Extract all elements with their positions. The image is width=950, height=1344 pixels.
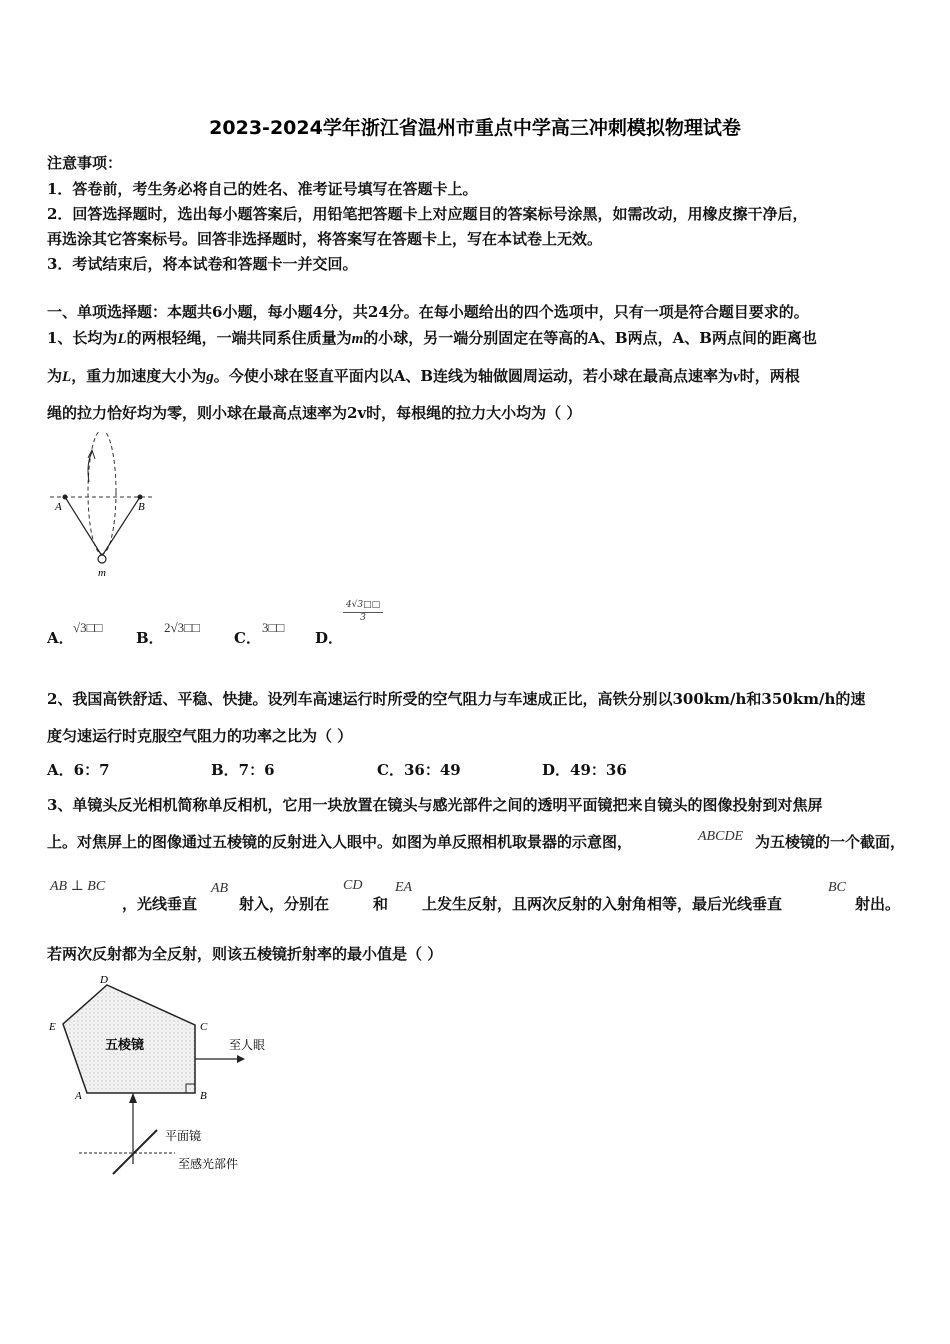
q3-line-1: 3、单镜头反光相机简称单反相机，它用一块放置在镜头与感光部件之间的透明平面镜把来自镜头的图像投射到对焦屏: [47, 796, 823, 814]
plane-mirror: [113, 1130, 157, 1174]
notice-item-3: 3．考试结束后，将本试卷和答题卡一并交回。: [47, 255, 358, 273]
label-b: B: [200, 1090, 207, 1102]
var-L: L: [117, 331, 127, 347]
var-m: m: [351, 331, 364, 347]
q2-line-2: 度匀速运行时克服空气阻力的功率之比为（ ）: [47, 727, 353, 745]
math-cd: CD: [343, 878, 363, 893]
rope-b: [102, 497, 140, 556]
q1-text: 为: [47, 367, 63, 385]
var-g: g: [206, 369, 214, 385]
math-ea: EA: [395, 880, 413, 895]
ball: [98, 555, 106, 563]
label-to-eye: 至人眼: [229, 1038, 266, 1052]
q1-text: 。今使小球在竖直平面内以A、B连线为轴做圆周运动，若小球在最高点速率为: [213, 367, 734, 385]
q1-option-d-label: D．: [315, 629, 344, 647]
math-ab-perp-bc: AB ⊥ BC: [50, 879, 106, 894]
rope-a: [65, 497, 102, 556]
q1-option-b-value: 2√3□□: [164, 620, 200, 635]
fraction-numerator: 4√3□□: [343, 600, 383, 613]
q1-line-2: [47, 365, 800, 386]
label-a: A: [55, 501, 62, 513]
q1-option-b-label: B．: [136, 629, 164, 647]
label-to-sensor: 至感光部件: [178, 1157, 239, 1171]
q1-option-c-label: C．: [234, 629, 261, 647]
arrow-up-icon: [129, 1093, 137, 1103]
q2-option-b: B．7：6: [211, 761, 275, 779]
math-bc: BC: [828, 880, 846, 895]
q3-figure: [45, 968, 285, 1183]
label-m: m: [98, 567, 106, 579]
q1-text: 的两根轻绳，一端共同系住质量为: [126, 329, 352, 347]
label-b: B: [138, 501, 145, 513]
q3-text: 射出。: [855, 895, 901, 913]
q3-line-4: 若两次反射都为全反射，则该五棱镜折射率的最小值是（ ）: [47, 945, 443, 963]
notice-item-2a: 2．回答选择题时，选出每小题答案后，用铅笔把答题卡上对应题目的答案标号涂黑，如需改动，用橡皮擦干净后，: [47, 205, 808, 223]
var-v: v: [733, 369, 740, 385]
q2-option-d: D．49：36: [542, 761, 627, 779]
q3-text: ，光线垂直: [122, 895, 198, 913]
arrow-right-icon: [237, 1055, 245, 1063]
q1-option-d-fraction: [343, 600, 383, 623]
q1-line-3: 绳的拉力恰好均为零，则小球在最高点速率为2v时，每根绳的拉力大小均为（ ）: [47, 404, 582, 422]
notice-heading: 注意事项：: [47, 154, 123, 172]
q3-line-2b: 为五棱镜的一个截面，: [755, 833, 906, 851]
math-ab: AB: [211, 881, 229, 896]
label-e: E: [49, 1021, 56, 1033]
q2-option-c: C．36：49: [377, 761, 461, 779]
var-L: L: [62, 369, 72, 385]
q3-line-2a: 上。对焦屏上的图像通过五棱镜的反射进入人眼中。如图为单反照相机取景器的示意图，: [47, 833, 633, 851]
q1-text: ，重力加速度大小为: [71, 367, 207, 385]
label-c: C: [200, 1021, 208, 1033]
q3-text: 上发生反射，且两次反射的入射角相等，最后光线垂直: [422, 895, 783, 913]
point-a: [63, 495, 68, 500]
section-heading: 一、单项选择题：本题共6小题，每小题4分，共24分。在每小题给出的四个选项中，只有一项是符合题目要求的。: [47, 303, 809, 321]
page-title: 2023-2024学年浙江省温州市重点中学高三冲刺模拟物理试卷: [209, 117, 741, 139]
q2-line-1: 2、我国高铁舒适、平稳、快捷。设列车高速运行时所受的空气阻力与车速成正比，高铁分别以300km/h和350km/h的速: [47, 690, 866, 708]
label-mirror: 平面镜: [165, 1129, 202, 1143]
point-b: [138, 495, 143, 500]
label-d: D: [100, 974, 108, 986]
prism-label: 五棱镜: [105, 1038, 145, 1053]
fraction-denominator: 3: [360, 613, 366, 623]
notice-item-2b: 再选涂其它答案标号。回答非选择题时，将答案写在答题卡上，写在本试卷上无效。: [47, 230, 603, 248]
notice-item-1: 1．答卷前，考生务必将自己的姓名、准考证号填写在答题卡上。: [47, 180, 478, 198]
label-a: A: [75, 1090, 82, 1102]
q1-option-c-value: 3□□: [262, 620, 285, 635]
q1-text: 时，两根: [739, 367, 800, 385]
math-abcde: ABCDE: [698, 829, 744, 844]
q1-text: 1、长均为: [47, 329, 118, 347]
q1-option-a-label: A．: [47, 629, 74, 647]
q1-figure: [45, 432, 160, 582]
q2-option-a: A．6：7: [47, 761, 110, 779]
arrow-head-icon: [88, 450, 95, 459]
q3-text: 和: [373, 895, 389, 913]
q1-text: 的小球，另一端分别固定在等高的A、B两点，A、B两点间的距离也: [363, 329, 817, 347]
q1-line-1: [47, 327, 817, 348]
q1-option-a-value: √3□□: [73, 620, 103, 635]
q3-text: 射入，分别在: [239, 895, 330, 913]
